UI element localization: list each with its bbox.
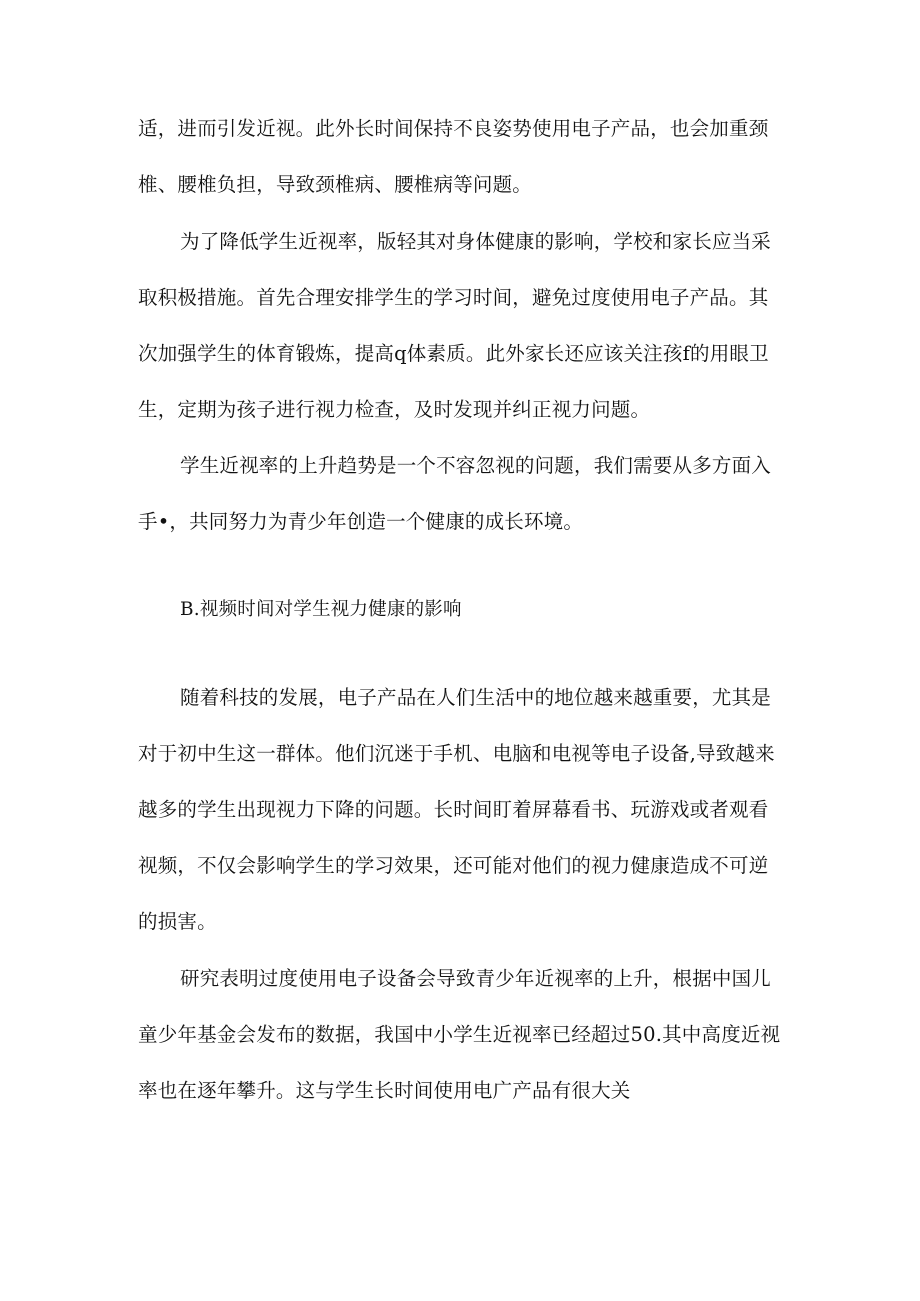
paragraph-2-line-3: 次加强学生的体育锻炼，提高q体素质。此外家长还应该关注孩f的用眼卫 xyxy=(138,342,769,365)
paragraph-2-line-1: 为了降低学生近视率，版轻其对身体健康的影响，学校和家长应当采 xyxy=(180,230,772,253)
paragraph-3-line-1: 学生近视率的上升趋势是一个不容忽视的问题，我们需要从多方面入 xyxy=(180,454,772,477)
paragraph-1-line-1: 适，进而引发近视。此外长时间保持不良姿势使用电子产品，也会加重颈 xyxy=(138,117,769,140)
paragraph-4-line-4: 视频，不仅会影响学生的学习效果，还可能对他们的视力健康造成不可逆 xyxy=(138,854,769,877)
paragraph-4-line-2: 对于初中生这一群体。他们沉迷于手机、电脑和电视等电子设备,导致越来 xyxy=(138,742,775,765)
paragraph-5-line-2: 童少年基金会发布的数据，我国中小学生近视率已经超过50.其中高度近视 xyxy=(138,1023,781,1046)
paragraph-4-line-5: 的损害。 xyxy=(138,910,217,933)
paragraph-5-line-3: 率也在逐年攀升。这与学生长时间使用电广产品有很大关 xyxy=(138,1079,631,1102)
paragraph-2-line-4: 生，定期为孩子进行视力检查，及时发现并纠正视力问题。 xyxy=(138,398,651,421)
section-heading: B.视频时间对学生视力健康的影响 xyxy=(180,599,462,620)
paragraph-4-line-3: 越多的学生出现视力下降的问题。长时间盯着屏幕看书、玩游戏或者观看 xyxy=(138,798,769,821)
paragraph-1-line-2: 椎、腰椎负担，导致颈椎病、腰椎病等问题。 xyxy=(138,173,533,196)
paragraph-5-line-1: 研究表明过度使用电子设备会导致青少年近视率的上升，根据中国儿 xyxy=(180,967,772,990)
paragraph-3-line-2: 手•，共同努力为青少年创造一个健康的成长环境。 xyxy=(138,510,584,533)
paragraph-4-line-1: 随着科技的发展，电子产品在人们生活中的地位越来越重要，尤其是 xyxy=(180,686,772,709)
paragraph-2-line-2: 取积极措施。首先合理安排学生的学习时间，避免过度使用电子产品。其 xyxy=(138,286,769,309)
